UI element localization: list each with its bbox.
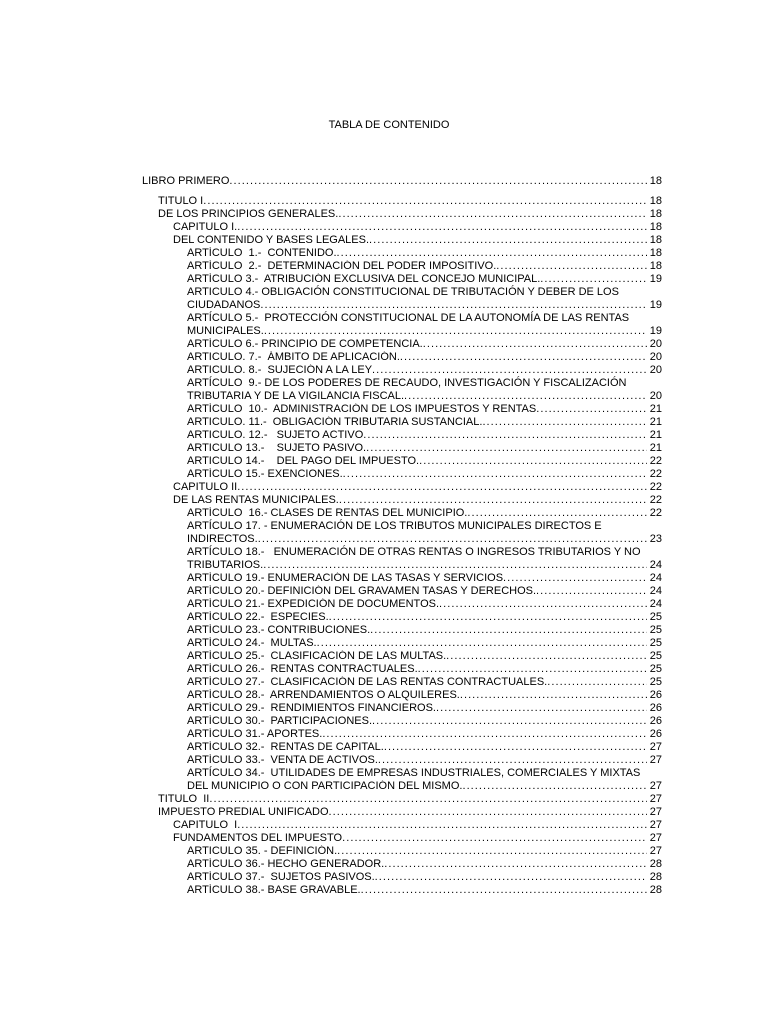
toc-entry-title: DE LAS RENTAS MUNICIPALES. <box>173 494 339 506</box>
toc-page-number: 26 <box>649 689 662 701</box>
dot-leader <box>317 637 647 650</box>
toc-page-number: 18 <box>649 195 662 207</box>
dot-leader <box>439 598 647 611</box>
toc-page-number: 27 <box>649 780 662 792</box>
toc-entry[interactable] <box>142 273 662 286</box>
toc-entry[interactable] <box>142 585 662 598</box>
toc-entry[interactable] <box>142 702 662 715</box>
toc-entry-title: ARTÍCULO 23.- CONTRIBUCIONES. <box>187 624 371 636</box>
toc-entry[interactable] <box>142 494 662 507</box>
dot-leader <box>237 221 647 234</box>
toc-page-number: 18 <box>649 208 662 220</box>
toc-entry[interactable] <box>142 338 662 351</box>
dot-leader <box>229 175 646 188</box>
toc-entry-title: ARTÍCULO 33.- VENTA DE ACTIVOS. <box>187 754 378 766</box>
toc-entry[interactable] <box>142 624 662 637</box>
toc-entry[interactable] <box>142 858 662 871</box>
dot-leader <box>258 533 647 546</box>
toc-page-number: 20 <box>649 390 662 402</box>
toc-entry-title-line: ARTÍCULO 5.- PROTECCIÓN CONSTITUCIONAL DE LA AUTONOMÍA DE LAS RENTAS <box>187 312 630 324</box>
toc-page-number: 27 <box>649 793 662 805</box>
toc-entry-title: ARTÍCULO 15.- EXENCIONES. <box>187 468 343 480</box>
toc-entry[interactable] <box>142 611 662 624</box>
dot-leader <box>237 481 647 494</box>
dot-leader <box>329 806 647 819</box>
toc-entry[interactable] <box>142 884 662 897</box>
dot-leader <box>203 195 647 208</box>
toc-page-number: 18 <box>649 234 662 246</box>
toc-entry-title: ARTÍCULO 32.- RENTAS DE CAPITAL. <box>187 741 384 753</box>
toc-entry-title: ARTÍCULO 36.- HECHO GENERADOR. <box>187 858 385 870</box>
toc-page-number: 24 <box>649 598 662 610</box>
dot-leader <box>547 676 647 689</box>
toc-entry[interactable] <box>142 806 662 819</box>
toc-entry-title: TRIBUTARIOS. <box>187 559 264 571</box>
toc-entry-title: ARTÍCULO 38.- BASE GRAVABLE. <box>187 884 361 896</box>
toc-entry[interactable] <box>142 468 662 481</box>
toc-entry[interactable] <box>142 260 662 273</box>
toc-entry-title: ARTÍCULO 29.- RENDIMIENTOS FINANCIEROS. <box>187 702 436 714</box>
toc-entry[interactable] <box>142 481 662 494</box>
toc-entry[interactable] <box>142 650 662 663</box>
toc-entry-title: ARTICULO 14.- DEL PAGO DEL IMPUESTO. <box>187 455 420 467</box>
toc-entry-title: ARTICULO 13.- SUJETO PASIVO. <box>187 442 367 454</box>
toc-page-number: 18 <box>649 175 662 187</box>
dot-leader <box>384 858 647 871</box>
toc-entry-title: LIBRO PRIMERO <box>142 175 230 187</box>
dot-leader <box>372 364 647 377</box>
toc-entry[interactable] <box>142 208 662 221</box>
toc-entry[interactable] <box>142 377 662 403</box>
toc-entry-title: ARTÍCULO 31.- APORTES. <box>187 728 323 740</box>
toc-entry[interactable] <box>142 676 662 689</box>
dot-leader <box>467 507 646 520</box>
toc-page-number: 27 <box>649 754 662 766</box>
dot-leader <box>263 559 647 572</box>
toc-page-number: 26 <box>649 702 662 714</box>
toc-entry[interactable] <box>142 741 662 754</box>
toc-page-number: 26 <box>649 728 662 740</box>
toc-page-number: 25 <box>649 637 662 649</box>
toc-page-number: 28 <box>649 858 662 870</box>
toc-entry[interactable] <box>142 195 662 208</box>
dot-leader <box>322 728 646 741</box>
toc-entry[interactable] <box>142 871 662 884</box>
toc-entry[interactable] <box>142 351 662 364</box>
toc-page-number: 19 <box>649 273 662 285</box>
dot-leader <box>404 390 647 403</box>
dot-leader <box>418 663 647 676</box>
toc-entry[interactable] <box>142 175 662 188</box>
dot-leader <box>361 884 647 897</box>
toc-entry[interactable] <box>142 520 662 546</box>
toc-entry[interactable] <box>142 546 662 572</box>
toc-page-number: 25 <box>649 650 662 662</box>
toc-entry-title: CAPITULO I <box>173 819 238 831</box>
toc-entry-title-line: ARTÍCULO 9.- DE LOS PODERES DE RECAUDO, INVESTIGACIÓN Y FISCALIZACIÓN <box>187 377 627 389</box>
toc-page-number: 27 <box>649 832 662 844</box>
toc-entry[interactable] <box>142 403 662 416</box>
dot-leader <box>378 754 647 767</box>
toc-entry-title: CIUDADANOS <box>187 299 261 311</box>
toc-entry[interactable] <box>142 754 662 767</box>
toc-page-number: 22 <box>649 468 662 480</box>
toc-entry[interactable] <box>142 689 662 702</box>
dot-leader <box>436 702 647 715</box>
dot-leader <box>540 273 646 286</box>
dot-leader <box>343 468 647 481</box>
dot-leader <box>503 572 647 585</box>
toc-entry-title: ARTÍCULO 28.- ARRENDAMIENTOS O ALQUILERES. <box>187 689 460 701</box>
toc-entry[interactable] <box>142 312 662 338</box>
toc-page-number: 22 <box>649 507 662 519</box>
toc-entry-title: CAPITULO I. <box>173 221 238 233</box>
toc-entry-title: TITULO I <box>158 195 204 207</box>
toc-entry[interactable] <box>142 416 662 429</box>
toc-entry-title: ARTÍCULO 21.- EXPEDICIÓN DE DOCUMENTOS. <box>187 598 440 610</box>
dot-leader <box>462 780 646 793</box>
toc-page-number: 22 <box>649 481 662 493</box>
toc-entry-title-line: ARTICULO 4.- OBLIGACIÓN CONSTITUCIONAL DE TRIBUTACIÓN Y DEBER DE LOS <box>187 286 619 298</box>
toc-entry-title: ARTÍCULO 20.- DEFINICIÓN DEL GRAVAMEN TASAS Y DERECHOS. <box>187 585 537 597</box>
toc-page-number: 24 <box>649 585 662 597</box>
dot-leader <box>337 247 647 260</box>
toc-page-number: 24 <box>649 572 662 584</box>
dot-leader <box>536 403 647 416</box>
toc-page-number: 20 <box>649 364 662 376</box>
toc-entry-title: ARTICULO. 11.- OBLIGACIÓN TRIBUTARIA SUSTANCIAL. <box>187 416 483 428</box>
dot-leader <box>370 624 647 637</box>
toc-page-number: 21 <box>649 442 662 454</box>
toc-entry-title: ARTÍCULO 37.- SUJETOS PASIVOS. <box>187 871 375 883</box>
toc-entry-title: ARTÍCULO 24.- MULTAS. <box>187 637 317 649</box>
toc-entry-title: ARTÍCULO 10.- ADMINISTRACIÓN DE LOS IMPUESTOS Y RENTAS <box>187 403 537 415</box>
toc-entry-title-line: ARTÍCULO 34.- UTILIDADES DE EMPRESAS INDUSTRIALES, COMERCIALES Y MIXTAS <box>187 767 641 779</box>
dot-leader <box>339 494 647 507</box>
toc-entry-title: CAPITULO II <box>173 481 238 493</box>
toc-entry-title: ARTÍCULO 19.- ENUMERACIÓN DE LAS TASAS Y SERVICIOS <box>187 572 504 584</box>
dot-leader <box>337 845 647 858</box>
toc-page-number: 27 <box>649 845 662 857</box>
toc-page-number: 18 <box>649 221 662 233</box>
toc-page-number: 22 <box>649 494 662 506</box>
toc-entry-title: ARTÍCULO 26.- RENTAS CONTRACTUALES. <box>187 663 418 675</box>
dot-leader <box>329 611 647 624</box>
dot-leader <box>338 208 646 221</box>
dot-leader <box>363 429 647 442</box>
toc-page-number: 25 <box>649 676 662 688</box>
dot-leader <box>375 871 647 884</box>
toc-page-number: 19 <box>649 299 662 311</box>
toc-page-number: 19 <box>649 325 662 337</box>
toc-entry[interactable] <box>142 728 662 741</box>
toc-page-number: 25 <box>649 611 662 623</box>
toc-entry-title: ARTÍCULO 22.- ESPECIES. <box>187 611 329 623</box>
dot-leader <box>536 585 647 598</box>
toc-page-number: 25 <box>649 624 662 636</box>
dot-leader <box>342 832 647 845</box>
toc-entry-title: ARTICULO. 7.- ÁMBITO DE APLICACIÓN. <box>187 351 400 363</box>
toc-page-number: 28 <box>649 884 662 896</box>
page-title: TABLA DE CONTENIDO <box>328 119 450 131</box>
toc-entry-title: DEL MUNICIPIO O CON PARTICIPACIÓN DEL MISMO. <box>187 780 463 792</box>
toc-entry-title: MUNICIPALES. <box>187 325 264 337</box>
toc-page-number: 28 <box>649 871 662 883</box>
toc-entry-title: ARTICULO. 12.- SUJETO ACTIVO <box>187 429 364 441</box>
toc-page-number: 27 <box>649 806 662 818</box>
toc-entry-title: ARTÍCULO 16.- CLASES DE RENTAS DEL MUNICIPIO. <box>187 507 468 519</box>
toc-page-number: 25 <box>649 663 662 675</box>
dot-leader <box>366 442 647 455</box>
toc-entry[interactable] <box>142 429 662 442</box>
dot-leader <box>482 416 646 429</box>
toc-entry-title: ARTÍCULO 6.- PRINCIPIO DE COMPETENCIA. <box>187 338 423 350</box>
dot-leader <box>369 234 647 247</box>
toc-page-number: 26 <box>649 715 662 727</box>
toc-entry-title-line: ARTÍCULO 18.- ENUMERACIÓN DE OTRAS RENTAS O INGRESOS TRIBUTARIOS Y NO <box>187 546 641 558</box>
table-of-contents <box>142 175 662 897</box>
toc-entry[interactable] <box>142 832 662 845</box>
dot-leader <box>419 455 647 468</box>
toc-entry-title: TITULO II <box>158 793 210 805</box>
toc-page-number: 18 <box>649 260 662 272</box>
dot-leader <box>384 741 647 754</box>
toc-entry-title: ARTÍCULO 2.- DETERMINACIÓN DEL PODER IMPOSITIVO. <box>187 260 497 272</box>
toc-entry[interactable] <box>142 247 662 260</box>
dot-leader <box>460 689 647 702</box>
toc-entry[interactable] <box>142 819 662 832</box>
toc-page-number: 23 <box>649 533 662 545</box>
toc-entry[interactable] <box>142 663 662 676</box>
toc-entry-title-line: ARTÍCULO 17. - ENUMERACIÓN DE LOS TRIBUTOS MUNICIPALES DIRECTOS E <box>187 520 602 532</box>
toc-entry[interactable] <box>142 507 662 520</box>
toc-entry[interactable] <box>142 234 662 247</box>
toc-entry-title: INDIRECTOS. <box>187 533 258 545</box>
dot-leader <box>423 338 647 351</box>
toc-entry[interactable] <box>142 221 662 234</box>
toc-entry-title: ARTÍCULO 3.- ATRIBUCIÓN EXCLUSIVA DEL CONCEJO MUNICIPAL. <box>187 273 541 285</box>
dot-leader <box>446 650 647 663</box>
toc-page-number: 27 <box>649 741 662 753</box>
dot-leader <box>264 325 647 338</box>
toc-entry-title: DE LOS PRINCIPIOS GENERALES. <box>158 208 339 220</box>
toc-entry[interactable] <box>142 442 662 455</box>
dot-leader <box>400 351 647 364</box>
toc-entry[interactable] <box>142 364 662 377</box>
toc-page-number: 22 <box>649 455 662 467</box>
toc-page-number: 24 <box>649 559 662 571</box>
toc-entry[interactable] <box>142 637 662 650</box>
toc-entry[interactable] <box>142 715 662 728</box>
toc-entry[interactable] <box>142 455 662 468</box>
toc-entry[interactable] <box>142 598 662 611</box>
toc-entry[interactable] <box>142 845 662 858</box>
toc-entry-title: TRIBUTARIA Y DE LA VIGILANCIA FISCAL. <box>187 390 405 402</box>
toc-page-number: 18 <box>649 247 662 259</box>
toc-page-number: 27 <box>649 819 662 831</box>
dot-leader <box>496 260 646 273</box>
toc-entry[interactable] <box>142 793 662 806</box>
toc-entry-title: ARTÍCULO 27.- CLASIFICACIÓN DE LAS RENTAS CONTRACTUALES. <box>187 676 548 688</box>
toc-entry-title: DEL CONTENIDO Y BASES LEGALES. <box>173 234 370 246</box>
toc-entry-title: ARTICULO 35. - DEFINICIÓN. <box>187 845 338 857</box>
dot-leader <box>237 819 647 832</box>
toc-page-number: 20 <box>649 351 662 363</box>
toc-page-number: 21 <box>649 416 662 428</box>
toc-entry[interactable] <box>142 572 662 585</box>
toc-entry-title: ARTICULO. 8.- SUJECIÓN A LA LEY <box>187 364 373 376</box>
dot-leader <box>372 715 647 728</box>
toc-page-number: 20 <box>649 338 662 350</box>
toc-page-number: 21 <box>649 403 662 415</box>
toc-entry-title: ARTÍCULO 30.- PARTICIPACIONES. <box>187 715 373 727</box>
dot-leader <box>260 299 646 312</box>
toc-entry[interactable] <box>142 286 662 312</box>
toc-entry-title: ARTÍCULO 1.- CONTENIDO. <box>187 247 337 259</box>
toc-entry-title: FUNDAMENTOS DEL IMPUESTO <box>173 832 343 844</box>
toc-entry-title: ARTÍCULO 25.- CLASIFICACIÓN DE LAS MULTAS. <box>187 650 447 662</box>
toc-entry[interactable] <box>142 767 662 793</box>
dot-leader <box>209 793 646 806</box>
toc-page-number: 21 <box>649 429 662 441</box>
toc-entry-title: IMPUESTO PREDIAL UNIFICADO <box>158 806 329 818</box>
